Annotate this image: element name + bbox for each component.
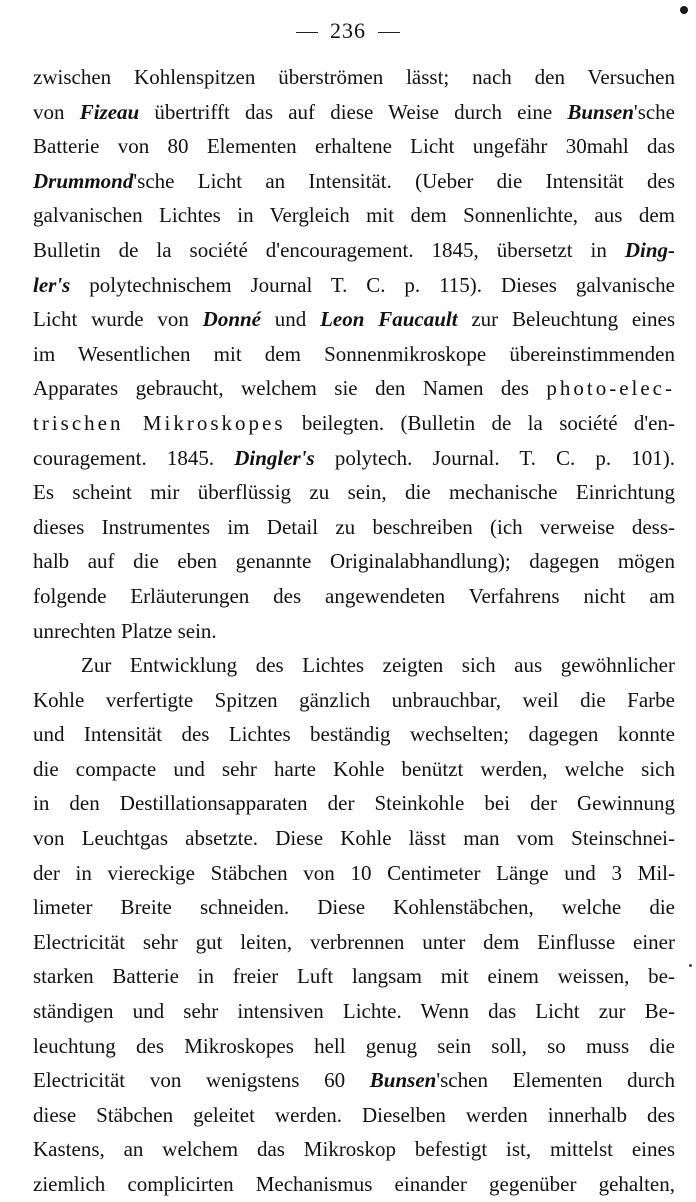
text-line bbox=[33, 752, 675, 787]
text-line bbox=[33, 994, 675, 1029]
text-segment: halb auf die eben genannte Originalabhandlung); dagegen mögen bbox=[33, 549, 675, 574]
text-line bbox=[33, 1167, 675, 1202]
text-segment: der in viereckige Stäbchen von 10 Centimeter Länge und 3 Mil- bbox=[33, 860, 675, 885]
text-segment: 'sche bbox=[633, 99, 676, 124]
text-line bbox=[33, 60, 675, 95]
ink-dot-mark bbox=[680, 6, 688, 14]
text-segment: 'sche Licht an Intensität. (Ueber die Intensität des bbox=[133, 168, 675, 193]
text-segment: diese Stäbchen geleitet werden. Dieselben werden innerhalb des bbox=[33, 1102, 675, 1127]
text-line bbox=[33, 1132, 675, 1167]
text-segment: Licht wurde von bbox=[33, 307, 203, 332]
text-line bbox=[33, 579, 675, 614]
text-segment: dieses Instrumentes im Detail zu beschreiben (ich verweise dess- bbox=[33, 514, 675, 539]
text-segment: folgende Erläuterungen des angewendeten Verfahrens nicht am bbox=[33, 583, 675, 608]
text-segment: beilegten. (Bulletin de la société d'en- bbox=[285, 410, 675, 435]
text-line bbox=[33, 129, 675, 164]
text-segment: leuchtung des Mikroskopes hell genug sein soll, so muss die bbox=[33, 1033, 675, 1058]
text-segment: von Leuchtgas absetzte. Diese Kohle lässt man vom Steinschnei- bbox=[33, 826, 675, 851]
text-line bbox=[33, 95, 675, 130]
text-line bbox=[33, 717, 675, 752]
text-line bbox=[33, 821, 675, 856]
text-segment: zwischen Kohlenspitzen überströmen lässt; nach den Versuchen bbox=[33, 65, 675, 89]
emphasized-name: Bunsen bbox=[369, 1068, 437, 1093]
text-line bbox=[33, 925, 675, 960]
text-line bbox=[33, 198, 675, 233]
text-segment: polytech. Journal. T. C. p. 101). bbox=[314, 445, 675, 470]
text-line bbox=[33, 890, 675, 925]
spaced-term: photo-elec- bbox=[546, 376, 675, 401]
text-line bbox=[33, 233, 675, 268]
text-line bbox=[33, 856, 675, 891]
text-segment: Kastens, an welchem das Mikroskop befestigt ist, mittelst eines bbox=[33, 1137, 675, 1162]
text-segment: zur Beleuchtung eines bbox=[457, 307, 676, 332]
text-segment: Apparates gebraucht, welchem sie den Namen des bbox=[33, 376, 547, 401]
header-dash-left bbox=[296, 32, 318, 33]
spaced-term: trischen Mikroskopes bbox=[33, 410, 286, 435]
text-line bbox=[33, 268, 675, 303]
text-line bbox=[33, 959, 675, 994]
text-segment: couragement. 1845. bbox=[33, 445, 235, 470]
text-segment: von bbox=[33, 99, 80, 124]
text-segment: und Intensität des Lichtes beständig wechselten; dagegen konnte bbox=[33, 722, 675, 747]
emphasized-name: Ding- bbox=[624, 237, 675, 262]
text-line bbox=[33, 614, 675, 649]
emphasized-name: Fizeau bbox=[79, 99, 140, 124]
text-line bbox=[33, 164, 675, 199]
text-segment: starken Batterie in freier Luft langsam mit einem weissen, be- bbox=[33, 964, 675, 989]
text-line bbox=[33, 337, 675, 372]
stray-ink-mark bbox=[689, 964, 692, 967]
text-line bbox=[33, 371, 675, 406]
header-dash-right bbox=[378, 32, 400, 33]
text-line bbox=[33, 441, 675, 476]
text-segment: übertrifft das auf diese Weise durch eine bbox=[139, 99, 568, 124]
body-text bbox=[33, 60, 675, 1202]
text-line bbox=[33, 475, 675, 510]
text-segment: 'schen Elementen durch bbox=[436, 1068, 675, 1093]
emphasized-name: Donné bbox=[202, 307, 262, 332]
text-line bbox=[33, 786, 675, 821]
emphasized-name: Bunsen bbox=[567, 99, 634, 124]
text-segment: Electricität von wenigstens 60 bbox=[33, 1068, 370, 1093]
text-segment: in den Destillationsapparaten der Steinkohle bei der Gewinnung bbox=[33, 791, 675, 816]
text-segment: galvanischen Lichtes in Vergleich mit dem Sonnenlichte, aus dem bbox=[33, 203, 675, 228]
text-segment: Zur Entwicklung des Lichtes zeigten sich aus gewöhnlicher bbox=[81, 653, 675, 678]
text-line bbox=[33, 302, 675, 337]
page-number: 236 bbox=[330, 18, 366, 43]
text-line bbox=[33, 544, 675, 579]
text-segment: Batterie von 80 Elementen erhaltene Licht ungefähr 30mahl das bbox=[33, 134, 675, 159]
page-header bbox=[0, 18, 696, 44]
text-segment: Bulletin de la société d'encouragement. 1845, übersetzt in bbox=[33, 237, 625, 262]
text-line bbox=[33, 648, 675, 683]
emphasized-name: Drummond bbox=[33, 168, 134, 193]
emphasized-name: Leon Faucault bbox=[320, 307, 458, 332]
text-segment: und bbox=[261, 307, 321, 332]
text-segment: Kohle verfertigte Spitzen gänzlich unbrauchbar, weil die Farbe bbox=[33, 687, 675, 712]
text-line bbox=[33, 510, 675, 545]
text-segment: ziemlich complicirten Mechanismus einander gegenüber gehalten, bbox=[33, 1172, 675, 1196]
text-segment: unrechten Platze sein. bbox=[33, 618, 217, 643]
text-segment: limeter Breite schneiden. Diese Kohlenstäbchen, welche die bbox=[33, 895, 675, 920]
text-segment: im Wesentlichen mit dem Sonnenmikroskope übereinstimmenden bbox=[33, 341, 675, 366]
text-line bbox=[33, 1029, 675, 1064]
text-segment: Electricität sehr gut leiten, verbrennen unter dem Einflusse einer bbox=[33, 929, 675, 954]
text-line bbox=[33, 683, 675, 718]
text-line bbox=[33, 1063, 675, 1098]
text-segment: die compacte und sehr harte Kohle benützt werden, welche sich bbox=[33, 756, 675, 781]
text-segment: polytechnischem Journal T. C. p. 115). Dieses galvanische bbox=[70, 272, 675, 297]
emphasized-name: ler's bbox=[33, 272, 71, 297]
text-segment: ständigen und sehr intensiven Lichte. Wenn das Licht zur Be- bbox=[33, 999, 675, 1024]
emphasized-name: Dingler's bbox=[234, 445, 315, 470]
text-line bbox=[33, 406, 675, 441]
text-line bbox=[33, 1098, 675, 1133]
text-segment: Es scheint mir überflüssig zu sein, die mechanische Einrichtung bbox=[33, 480, 675, 505]
